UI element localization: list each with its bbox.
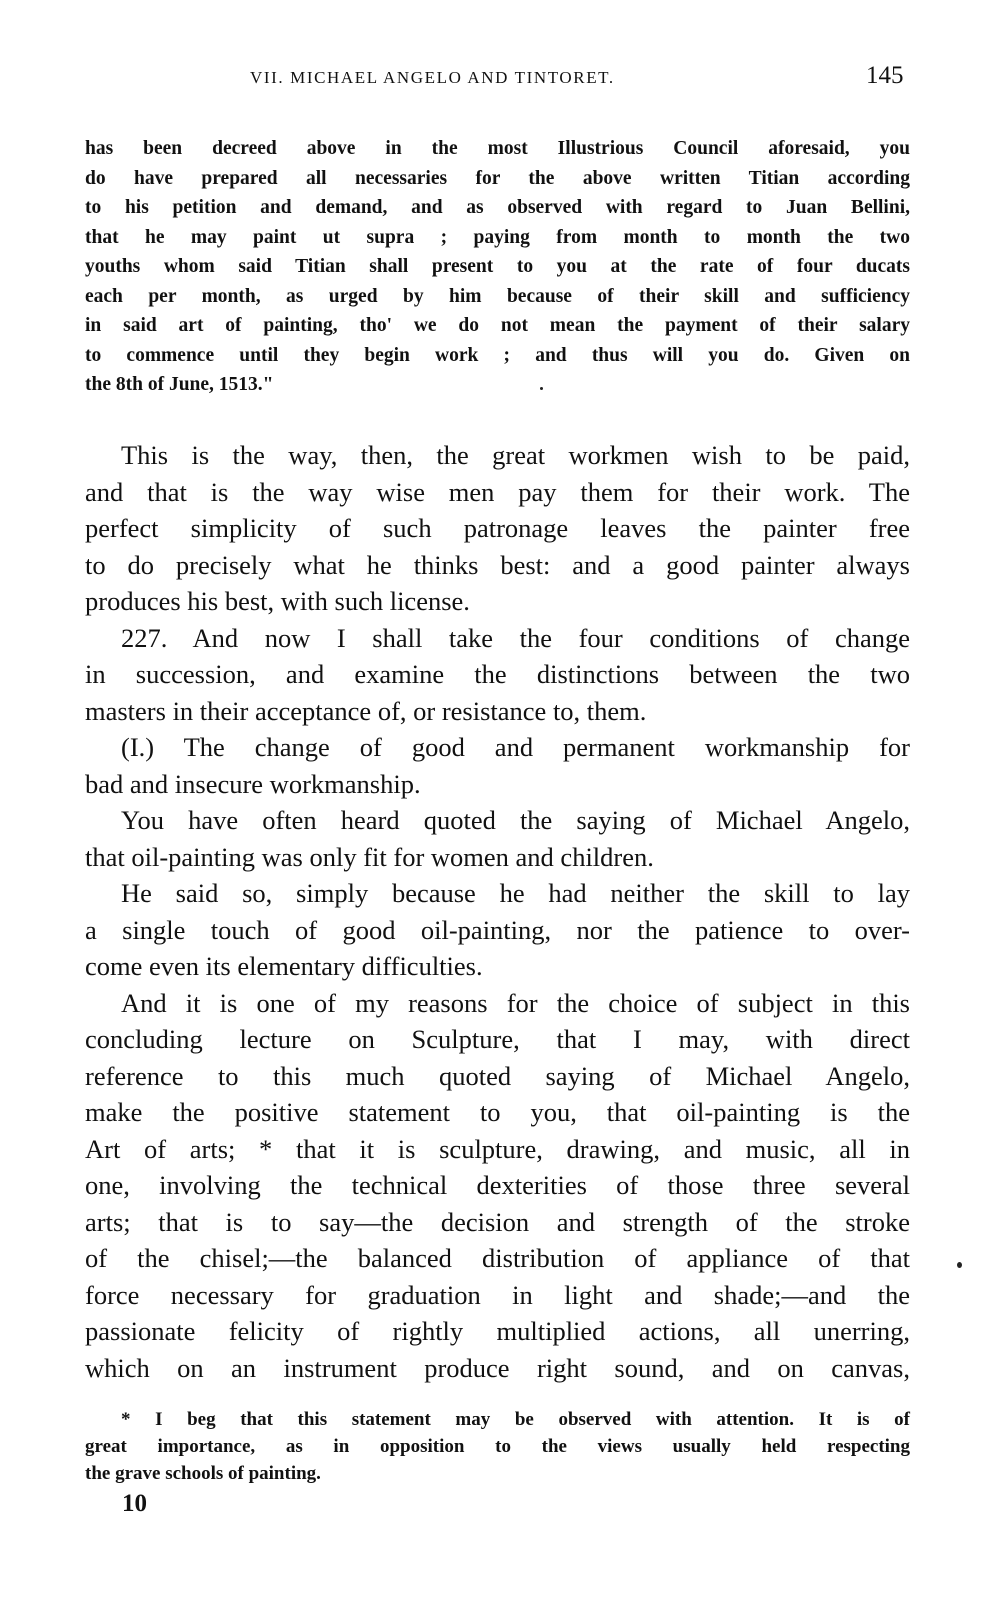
text-line: the grave schools of painting. bbox=[85, 1463, 321, 1484]
signature-mark: 10 bbox=[122, 1490, 147, 1517]
text-line: Art of arts; * that it is sculpture, drawing, and music, all in bbox=[85, 1133, 910, 1164]
paragraph bbox=[85, 875, 910, 985]
paragraph bbox=[85, 802, 910, 875]
text-line: concluding lecture on Sculpture, that I may, with direct bbox=[85, 1024, 910, 1054]
text-line: which on an instrument produce right sound, and on canvas, bbox=[85, 1352, 910, 1383]
text-line: (I.) The change of good and permanent workmanship for bbox=[121, 732, 910, 762]
text-line: to commence until they begin work ; and thus will you do. Given on bbox=[85, 344, 910, 366]
body-text bbox=[85, 437, 910, 1386]
scan-speck bbox=[540, 387, 543, 390]
text-line: perfect simplicity of such patronage leaves the painter free bbox=[85, 513, 910, 543]
text-line: in succession, and examine the distinctions between the two bbox=[85, 659, 910, 689]
text-line: bad and insecure workmanship. bbox=[85, 768, 421, 799]
text-line: of the chisel;—the balanced distribution of appliance of that bbox=[85, 1243, 910, 1273]
text-line: This is the way, then, the great workmen wish to be paid, bbox=[121, 440, 910, 470]
paragraph bbox=[85, 620, 910, 730]
scan-speck bbox=[957, 1262, 962, 1268]
text-line: that he may paint ut supra ; paying from month to month the two bbox=[85, 226, 910, 248]
text-line: passionate felicity of rightly multiplied actions, all unerring, bbox=[85, 1316, 910, 1346]
footnote bbox=[85, 1406, 910, 1487]
text-line: do have prepared all necessaries for the above written Titian according bbox=[85, 167, 910, 189]
text-line: come even its elementary difficulties. bbox=[85, 951, 483, 981]
text-line: has been decreed above in the most Illustrious Council aforesaid, you bbox=[85, 138, 910, 159]
text-line: 227. And now I shall take the four conditions of change bbox=[121, 622, 910, 653]
text-line: that oil-painting was only fit for women and children. bbox=[85, 841, 654, 872]
text-line: a single touch of good oil-painting, nor the patience to over- bbox=[85, 914, 910, 945]
text-line: in said art of painting, tho' we do not mean the payment of their salary bbox=[85, 315, 910, 336]
text-line: reference to this much quoted saying of Michael Angelo, bbox=[85, 1060, 910, 1091]
text-line: produces his best, with such license. bbox=[85, 586, 470, 616]
text-line: * I beg that this statement may be observed with attention. It is of bbox=[121, 1409, 910, 1430]
paragraph bbox=[85, 729, 910, 802]
text-line: the 8th of June, 1513." bbox=[85, 374, 274, 395]
paragraph bbox=[85, 437, 910, 620]
text-line: great importance, as in opposition to the views usually held respecting bbox=[85, 1436, 910, 1457]
text-line: masters in their acceptance of, or resistance to, them. bbox=[85, 695, 647, 726]
text-line: to his petition and demand, and as observed with regard to Juan Bellini, bbox=[85, 197, 910, 218]
text-line: and that is the way wise men pay them for their work. The bbox=[85, 476, 910, 507]
text-line: each per month, as urged by him because of their skill and sufficiency bbox=[85, 285, 910, 307]
text-line: youths whom said Titian shall present to you at the rate of four ducats bbox=[85, 256, 910, 277]
text-line: arts; that is to say—the decision and strength of the stroke bbox=[85, 1206, 910, 1237]
text-line: And it is one of my reasons for the choice of subject in this bbox=[121, 987, 910, 1018]
text-line: to do precisely what he thinks best: and a good painter always bbox=[85, 549, 910, 580]
page-number: 145 bbox=[866, 62, 904, 89]
paragraph bbox=[85, 985, 910, 1387]
text-line: force necessary for graduation in light and shade;—and the bbox=[85, 1279, 910, 1310]
running-header: VII. MICHAEL ANGELO AND TINTORET. bbox=[250, 68, 615, 87]
text-line: He said so, simply because he had neither the skill to lay bbox=[121, 878, 910, 908]
text-line: You have often heard quoted the saying of Michael Angelo, bbox=[121, 805, 910, 835]
quoted-decree bbox=[85, 134, 910, 400]
text-line: one, involving the technical dexterities of those three several bbox=[85, 1170, 910, 1200]
text-line: make the positive statement to you, that oil-painting is the bbox=[85, 1097, 910, 1127]
